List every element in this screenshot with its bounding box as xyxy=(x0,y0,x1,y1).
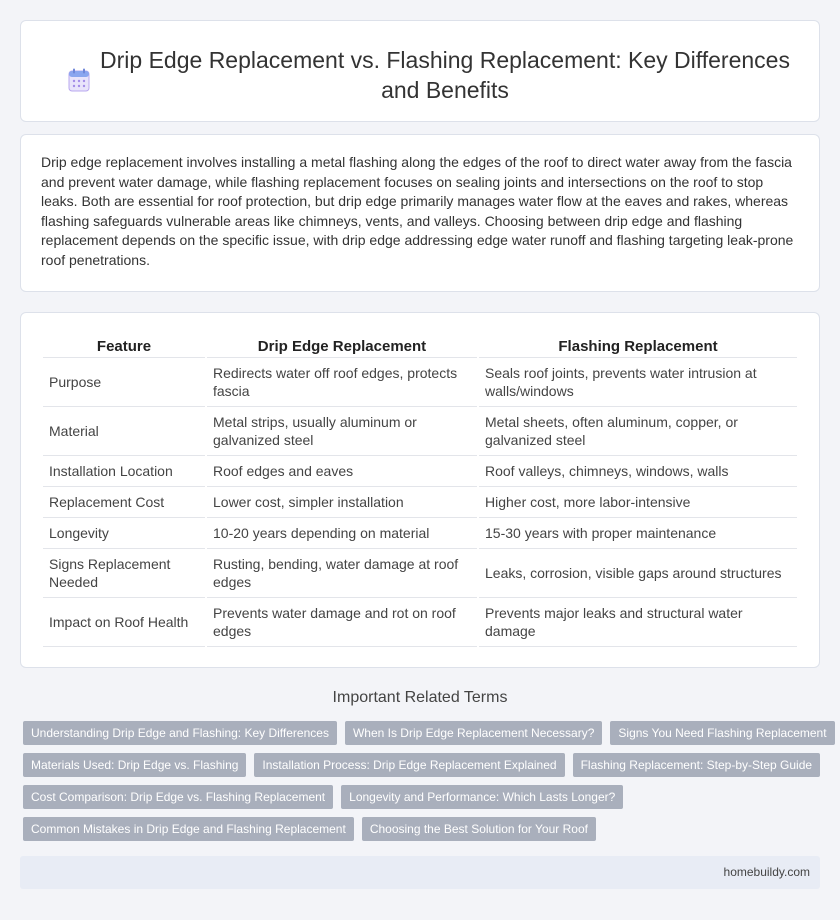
title-card xyxy=(20,20,820,122)
drip-edge-cell: Metal strips, usually aluminum or galvanized steel xyxy=(207,407,477,456)
related-terms-tags xyxy=(23,721,827,849)
comparison-table xyxy=(41,336,799,647)
flashing-cell: Metal sheets, often aluminum, copper, or galvanized steel xyxy=(479,407,797,456)
drip-edge-cell: Redirects water off roof edges, protects fascia xyxy=(207,358,477,407)
feature-cell: Impact on Roof Health xyxy=(43,598,205,647)
feature-cell: Material xyxy=(43,407,205,456)
table-row xyxy=(43,407,797,456)
footer-site-link[interactable]: homebuildy.com xyxy=(723,865,810,879)
related-term-tag[interactable]: Understanding Drip Edge and Flashing: Key Differences xyxy=(23,721,337,745)
drip-edge-cell: 10-20 years depending on material xyxy=(207,518,477,549)
related-term-tag[interactable]: Signs You Need Flashing Replacement xyxy=(610,721,834,745)
drip-edge-cell: Roof edges and eaves xyxy=(207,456,477,487)
related-term-tag[interactable]: Choosing the Best Solution for Your Roof xyxy=(362,817,596,841)
table-row xyxy=(43,358,797,407)
header-flashing: Flashing Replacement xyxy=(479,336,797,358)
flashing-cell: Higher cost, more labor-intensive xyxy=(479,487,797,518)
flashing-cell: Prevents major leaks and structural water damage xyxy=(479,598,797,647)
feature-cell: Replacement Cost xyxy=(43,487,205,518)
table-row xyxy=(43,456,797,487)
feature-cell: Purpose xyxy=(43,358,205,407)
table-row xyxy=(43,549,797,598)
footer xyxy=(20,856,820,889)
flashing-cell: Roof valleys, chimneys, windows, walls xyxy=(479,456,797,487)
drip-edge-cell: Rusting, bending, water damage at roof edges xyxy=(207,549,477,598)
tag-row xyxy=(23,721,827,745)
header-feature: Feature xyxy=(43,336,205,358)
related-term-tag[interactable]: Materials Used: Drip Edge vs. Flashing xyxy=(23,753,246,777)
related-term-tag[interactable]: Installation Process: Drip Edge Replacement Explained xyxy=(254,753,564,777)
related-term-tag[interactable]: Flashing Replacement: Step-by-Step Guide xyxy=(573,753,820,777)
table-row xyxy=(43,518,797,549)
flashing-cell: Seals roof joints, prevents water intrusion at walls/windows xyxy=(479,358,797,407)
related-terms-heading: Important Related Terms xyxy=(332,689,508,706)
drip-edge-cell: Lower cost, simpler installation xyxy=(207,487,477,518)
header-drip-edge: Drip Edge Replacement xyxy=(207,336,477,358)
table-row xyxy=(43,598,797,647)
related-term-tag[interactable]: Cost Comparison: Drip Edge vs. Flashing Replacement xyxy=(23,785,333,809)
tag-row xyxy=(23,817,823,841)
comparison-table-card xyxy=(20,312,820,668)
flashing-cell: Leaks, corrosion, visible gaps around structures xyxy=(479,549,797,598)
tag-row xyxy=(23,753,823,777)
related-term-tag[interactable]: Common Mistakes in Drip Edge and Flashing Replacement xyxy=(23,817,354,841)
related-term-tag[interactable]: When Is Drip Edge Replacement Necessary? xyxy=(345,721,602,745)
page-title: Drip Edge Replacement vs. Flashing Replacement: Key Differences and Benefits xyxy=(100,47,790,103)
feature-cell: Installation Location xyxy=(43,456,205,487)
drip-edge-cell: Prevents water damage and rot on roof edges xyxy=(207,598,477,647)
feature-cell: Longevity xyxy=(43,518,205,549)
tag-row xyxy=(23,785,823,809)
table-header-row xyxy=(43,336,797,358)
flashing-cell: 15-30 years with proper maintenance xyxy=(479,518,797,549)
intro-paragraph: Drip edge replacement involves installing a metal flashing along the edges of the roof to direct water away from the fascia and prevent water damage, while flashing replacement focuses on sealing joints and intersections on the roof to stop leaks. Both are essential for roof protection, but drip edge primarily manages water flow at the eaves and rakes, whereas flashing safeguards vulnerable areas like chimneys, vents, and valleys. Choosing between drip edge and flashing replacement depends on the specific issue, with drip edge addressing edge water runoff and flashing targeting leak-prone roof penetrations. xyxy=(41,154,794,268)
intro-card xyxy=(20,134,820,292)
table-row xyxy=(43,487,797,518)
feature-cell: Signs Replacement Needed xyxy=(43,549,205,598)
related-term-tag[interactable]: Longevity and Performance: Which Lasts Longer? xyxy=(341,785,623,809)
